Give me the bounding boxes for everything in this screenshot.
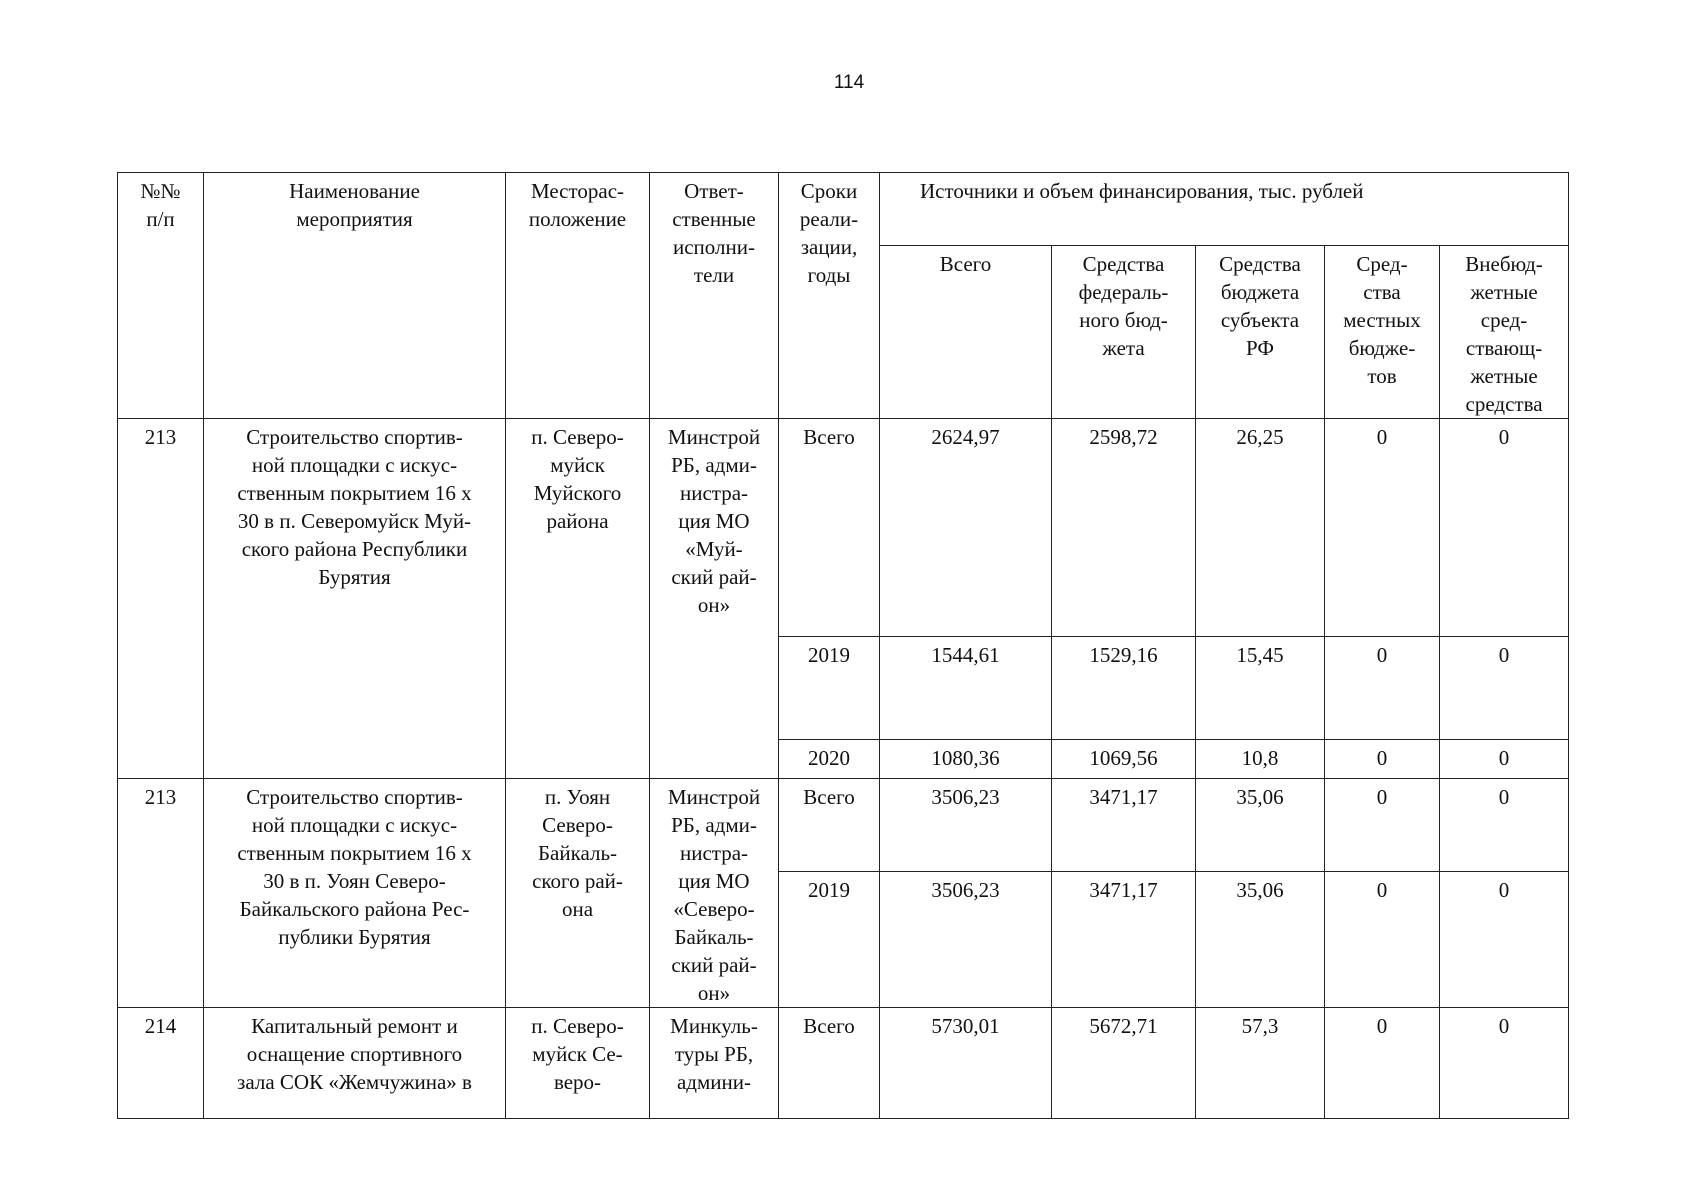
row-local: 0 — [1325, 1008, 1440, 1119]
header-name: Наименование мероприятия — [204, 173, 506, 419]
row-responsible: Минкуль- туры РБ, админи- — [650, 1008, 779, 1119]
row-extra: 0 — [1440, 779, 1569, 872]
row-extra: 0 — [1440, 1008, 1569, 1119]
row-extra: 0 — [1440, 637, 1569, 740]
row-regional: 10,8 — [1196, 740, 1325, 779]
header-row-top — [118, 173, 1569, 246]
header-responsible: Ответ- ственные исполни- тели — [650, 173, 779, 419]
row-regional: 15,45 — [1196, 637, 1325, 740]
row-total: 2624,97 — [880, 419, 1052, 637]
row-federal: 3471,17 — [1052, 779, 1196, 872]
row-num: 213 — [118, 779, 204, 1008]
row-total: 5730,01 — [880, 1008, 1052, 1119]
page-number: 114 — [833, 72, 865, 93]
row-location: п. Северо- муйск Се- веро- — [506, 1008, 650, 1119]
row-period: Всего — [779, 779, 880, 872]
row-total: 1080,36 — [880, 740, 1052, 779]
row-total: 3506,23 — [880, 779, 1052, 872]
header-federal: Средства федераль- ного бюд- жета — [1052, 246, 1196, 419]
row-total: 3506,23 — [880, 872, 1052, 1008]
header-extrabudget: Внебюд- жетные сред- ствающ- жетные средства — [1440, 246, 1569, 419]
header-period: Сроки реали- зации, годы — [779, 173, 880, 419]
row-num: 213 — [118, 419, 204, 779]
row-local: 0 — [1325, 419, 1440, 637]
table-row — [118, 779, 1569, 872]
row-regional: 57,3 — [1196, 1008, 1325, 1119]
row-federal: 1529,16 — [1052, 637, 1196, 740]
table-row — [118, 1008, 1569, 1119]
header-local: Сред- ства местных бюдже- тов — [1325, 246, 1440, 419]
header-num: №№ п/п — [118, 173, 204, 419]
row-responsible: Минстрой РБ, адми- нистра- ция МО «Муй- ский рай- он» — [650, 419, 779, 779]
row-period: 2020 — [779, 740, 880, 779]
header-location: Месторас- положение — [506, 173, 650, 419]
row-name: Строительство спортив- ной площадки с искус- ственным покрытием 16 х 30 в п. Северомуйск Муй- ского района Республики Бурятия — [204, 419, 506, 779]
header-regional: Средства бюджета субъекта РФ — [1196, 246, 1325, 419]
row-extra: 0 — [1440, 872, 1569, 1008]
row-responsible: Минстрой РБ, адми- нистра- ция МО «Северо- Байкаль- ский рай- он» — [650, 779, 779, 1008]
row-period: Всего — [779, 1008, 880, 1119]
row-name: Строительство спортив- ной площадки с искус- ственным покрытием 16 х 30 в п. Уоян Северо- Байкальского района Рес- публики Бурятия — [204, 779, 506, 1008]
row-federal: 1069,56 — [1052, 740, 1196, 779]
row-local: 0 — [1325, 740, 1440, 779]
row-federal: 5672,71 — [1052, 1008, 1196, 1119]
header-funding-group: Источники и объем финансирования, тыс. рублей — [880, 173, 1569, 246]
row-num: 214 — [118, 1008, 204, 1119]
row-local: 0 — [1325, 779, 1440, 872]
funding-table — [117, 172, 1569, 1119]
row-regional: 35,06 — [1196, 779, 1325, 872]
row-extra: 0 — [1440, 419, 1569, 637]
row-local: 0 — [1325, 872, 1440, 1008]
row-location: п. Уоян Северо- Байкаль- ского рай- она — [506, 779, 650, 1008]
row-name: Капитальный ремонт и оснащение спортивного зала СОК «Жемчужина» в — [204, 1008, 506, 1119]
row-period: Всего — [779, 419, 880, 637]
row-regional: 35,06 — [1196, 872, 1325, 1008]
row-extra: 0 — [1440, 740, 1569, 779]
row-period: 2019 — [779, 872, 880, 1008]
table-row — [118, 419, 1569, 637]
row-total: 1544,61 — [880, 637, 1052, 740]
row-federal: 3471,17 — [1052, 872, 1196, 1008]
row-location: п. Северо- муйск Муйского района — [506, 419, 650, 779]
header-total: Всего — [880, 246, 1052, 419]
row-local: 0 — [1325, 637, 1440, 740]
row-federal: 2598,72 — [1052, 419, 1196, 637]
row-period: 2019 — [779, 637, 880, 740]
row-regional: 26,25 — [1196, 419, 1325, 637]
